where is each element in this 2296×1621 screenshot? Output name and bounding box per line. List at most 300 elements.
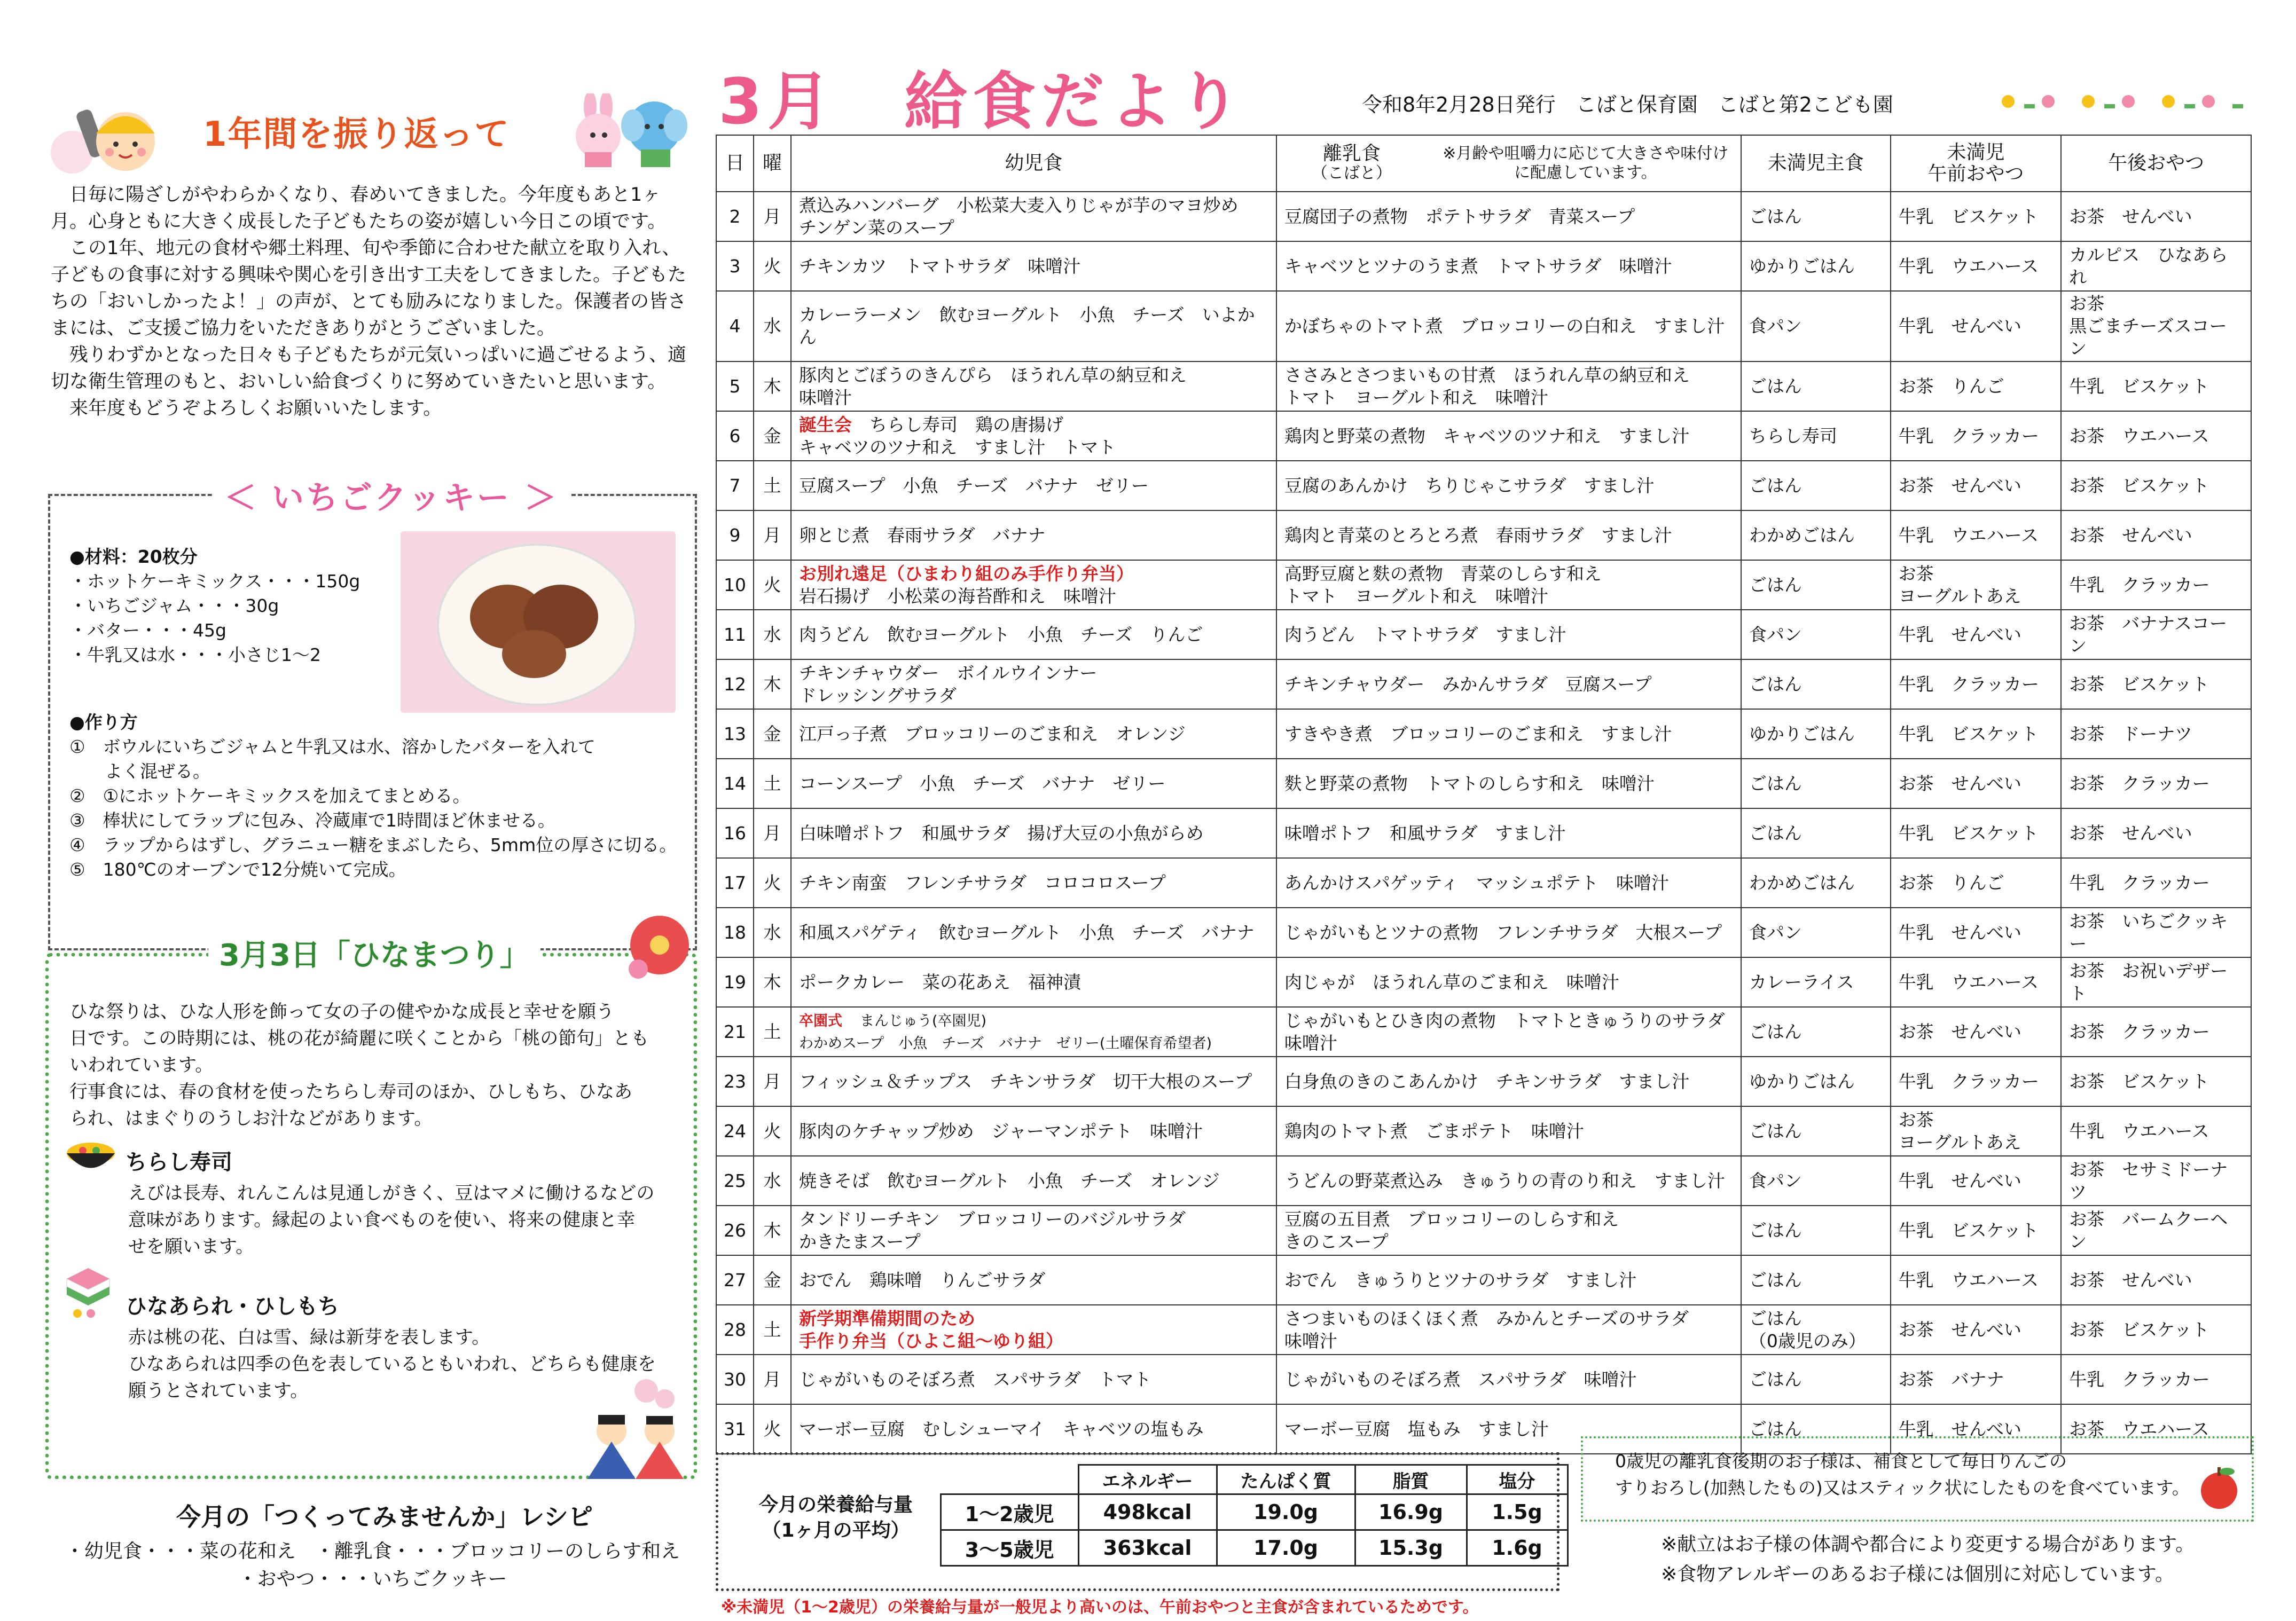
cell-day: 17 [716,858,754,908]
cell-mimanshu [1741,1057,1891,1106]
cell-line: 豚肉のケチャップ炒め ジャーマンポテト 味噌汁 [798,1120,1203,1142]
cell-line: じゃがいもとひき肉の煮物 トマトときゅうりのサラダ [1284,1010,1725,1031]
recipe-steps [69,710,689,882]
cell-day: 13 [716,709,754,759]
cell-mimanam [1891,908,2062,957]
cell-dow: 火 [754,1106,791,1156]
nutrition-value: 16.9g [1355,1494,1467,1530]
header-mimanshu: 未満児主食 [1741,135,1891,192]
cell-gogo [2061,908,2251,957]
cell-line: ささみとさつまいもの甘煮 ほうれん草の納豆和え [1284,364,1690,385]
cell-line: 鶏肉のトマト煮 ごまポテト 味噌汁 [1284,1120,1584,1142]
cell-line: 豆腐のあんかけ ちりじゃこサラダ すまし汁 [1284,475,1655,496]
cell-line: 味噌汁 [1284,1330,1337,1351]
cell-yoji [791,361,1276,411]
cell-line: 牛乳 せんべい [1898,922,2021,943]
table-row [716,1106,2251,1156]
cell-line: わかめごはん [1749,524,1855,546]
cell-rinyu [1276,957,1741,1007]
cell-dow: 月 [754,808,791,858]
cell-dow: 水 [754,610,791,659]
cell-line: カルピス ひなあられ [2069,244,2228,288]
cell-line: 牛乳 クラッカー [2069,872,2210,893]
cell-line: 牛乳 ウエハース [2069,1120,2209,1142]
cell-rinyu [1276,291,1741,361]
nutrition-age: 3～5歳児 [941,1530,1079,1566]
cell-yoji [791,1355,1276,1404]
table-row [716,1007,2251,1057]
cell-line: ごはん [1749,1269,1802,1290]
cell-line: タンドリーチキン ブロッコリーのバジルサラダ [798,1208,1186,1230]
cell-line: 江戸っ子煮 ブロッコリーのごま和え オレンジ [798,723,1186,744]
tsukutte-line: ・おやつ・・・いちごクッキー [238,1568,507,1590]
cell-line: わかめスープ 小魚 チーズ バナナ ゼリー(土曜保育希望者) [798,1035,1212,1052]
nutrition-value: 1.5g [1467,1494,1568,1530]
cell-line: お茶 せんべい [1898,475,2021,496]
arare-heading: ひなあられ・ひしもち [126,1294,339,1319]
reflect-heading: 1年間を振り返って [203,115,510,154]
sushi-line: えびは長寿、れんこんは見通しがきく、豆はマメに働けるなどの [128,1183,655,1204]
cell-line: ごはん [1749,574,1802,595]
cell-mimanam [1891,192,2062,241]
cell-line: ごはん [1749,475,1802,496]
cell-line: ごはん [1749,375,1802,397]
table-row [716,1206,2251,1255]
cell-line: 牛乳 せんべい [1898,316,2021,336]
cell-dow: 土 [754,1007,791,1057]
cell-rinyu [1276,709,1741,759]
cell-yoji [791,1007,1276,1057]
cell-line: 味噌汁 [1284,1032,1337,1053]
cell-yoji [791,858,1276,908]
cell-line: 白身魚のきのこあんかけ チキンサラダ すまし汁 [1284,1071,1690,1092]
cell-line: 食パン [1749,922,1802,943]
cell-dow: 土 [754,759,791,808]
cell-line: お茶 せんべい [1898,773,2021,794]
table-row [716,709,2251,759]
cell-line: さつまいものほくほく煮 みかんとチーズのサラダ [1284,1308,1689,1329]
table-row [716,291,2251,361]
nutrition-note: ※未満児（1～2歳児）の栄養給与量が一般児より高いのは、午前おやつと主食が含まれているためです。 [721,1598,1479,1617]
nutrition-corner [941,1465,1079,1494]
cell-line: トマト ヨーグルト和え 味噌汁 [1284,387,1548,408]
hina-intro-line: 行事食には、春の食材を使ったちらし寿司のほか、ひしもち、ひなあ [69,1081,632,1103]
cell-line: お茶 ビスケット [2069,1319,2209,1340]
cell-line: 豆腐の五目煮 ブロッコリーのしらす和え [1284,1208,1619,1230]
cell-line: 牛乳 ビスケット [1898,723,2039,744]
cell-gogo [2061,411,2251,461]
step-item: ② ①にホットケーキミックスを加えてまとめる。 [69,785,471,806]
cell-line: 高野豆腐と麩の煮物 青菜のしらす和え [1284,563,1602,584]
cell-line: 牛乳 せんべい [1898,624,2021,645]
bottom-note: ※献立はお子様の体調や都合により変更する場合があります。 [1661,1533,2195,1555]
recipe-ingredients [69,545,401,667]
cell-line: 麩と野菜の煮物 トマトのしらす和え 味噌汁 [1284,773,1655,794]
cell-line: ごはん [1749,1021,1802,1042]
cell-yoji [791,241,1276,291]
cell-line: お茶 バナナ [1898,1368,2004,1390]
cell-line: じゃがいものそぼろ煮 スパサラダ トマト [798,1368,1151,1390]
hina-intro-line: 日です。この時期には、桃の花が綺麗に咲くことから「桃の節句」とも [69,1028,649,1049]
cell-yoji [791,192,1276,241]
cell-gogo [2061,1206,2251,1255]
reflect-paragraph: 来年度もどうぞよろしくお願いいたします。 [51,398,442,419]
apple-note-box [1581,1436,2254,1522]
cell-gogo [2061,759,2251,808]
cell-dow: 土 [754,1305,791,1355]
cell-mimanam [1891,361,2062,411]
cell-day: 24 [716,1106,754,1156]
cell-mimanam [1891,1057,2062,1106]
cell-line: お茶 ビスケット [2069,673,2209,695]
cell-line: かきたまスープ [798,1231,921,1252]
cell-mimanam [1891,1206,2062,1255]
header-rinyu-sub: （こばと） [1311,164,1392,183]
cell-line: チキンチャウダー ボイルウインナー [798,662,1098,683]
cell-dow: 土 [754,461,791,510]
animals-illustration [561,93,694,168]
step-item: ③ 棒状にしてラップに包み、冷蔵庫で1時間ほど休ませる。 [69,810,555,831]
cell-day: 4 [716,291,754,361]
cell-day: 12 [716,659,754,709]
cell-line: お茶 バームクーヘン [2069,1208,2228,1252]
cell-line: ごはん [1749,1368,1802,1390]
hina-dolls-illustration [566,1378,694,1479]
table-row [716,1057,2251,1106]
table-header-row [716,135,2251,192]
cell-mimanshu [1741,192,1891,241]
event-label: 卒園式 [798,1013,842,1029]
cell-dow: 月 [754,1355,791,1404]
cell-day: 9 [716,510,754,560]
cell-line: 黒ごまチーズスコーン [2069,316,2227,359]
table-row [716,858,2251,908]
cell-line [799,1009,1268,1033]
cell-line: ごはん [1749,673,1802,695]
cell-line: チキンチャウダー みかんサラダ 豆腐スープ [1284,673,1652,695]
nutrition-header: 脂質 [1355,1465,1467,1494]
hina-intro-line: られ、はまぐりのうしお汁などがあります。 [69,1108,433,1129]
cell-mimanshu [1741,1206,1891,1255]
cell-mimanam [1891,808,2062,858]
cell-line: お茶 [1898,563,1934,584]
cell-line: ごはん [1749,773,1802,794]
table-row [716,808,2251,858]
nutrition-table [940,1464,1569,1567]
cell-line: チキンカツ トマトサラダ 味噌汁 [798,255,1081,277]
cell-rinyu [1276,192,1741,241]
cell-line: 豆腐スープ 小魚 チーズ バナナ ゼリー [798,475,1149,496]
cell-line: じゃがいもとツナの煮物 フレンチサラダ 大根スープ [1284,922,1722,943]
header-gogo: 午後おやつ [2061,135,2251,192]
header-day: 日 [716,135,754,192]
apple-note-line: 0歳児の離乳食後期のお子様は、補食として毎日りんごの [1615,1451,2067,1472]
cell-rinyu [1276,759,1741,808]
cell-gogo [2061,1355,2251,1404]
cell-rinyu [1276,659,1741,709]
cell-gogo [2061,461,2251,510]
cell-line: 食パン [1749,624,1802,645]
cell-mimanshu [1741,361,1891,411]
cell-mimanshu [1741,808,1891,858]
cell-line: お茶 せんべい [1898,1319,2021,1340]
cell-line: お茶 せんべい [2069,822,2192,844]
cell-line: うどんの野菜煮込み きゅうりの青のり和え すまし汁 [1284,1170,1725,1191]
cell-dow: 火 [754,560,791,610]
cell-mimanshu [1741,1156,1891,1206]
cell-line: ゆかりごはん [1749,1071,1855,1092]
cell-mimanam [1891,1156,2062,1206]
cell-line: 白味噌ポトフ 和風サラダ 揚げ大豆の小魚がらめ [798,822,1204,844]
cell-day: 19 [716,957,754,1007]
hina-intro-line: いわれています。 [69,1055,214,1076]
cell-line: ゆかりごはん [1749,255,1855,277]
cell-mimanshu [1741,610,1891,659]
header-dow: 曜 [754,135,791,192]
cell-line: 牛乳 せんべい [1898,1418,2021,1439]
cell-line: 豆腐団子の煮物 ポテトサラダ 青菜スープ [1284,206,1635,227]
cell-yoji [791,610,1276,659]
cell-rinyu [1276,1007,1741,1057]
cell-line: 牛乳 クラッカー [2069,574,2210,595]
sushi-line: せを願います。 [128,1236,254,1257]
cell-yoji [791,759,1276,808]
cell-day: 14 [716,759,754,808]
reflect-paragraph: この1年、地元の食材や郷土料理、旬や季節に合わせた献立を取り入れ、子どもの食事に対する興味や関心を引き出す工夫をしてきました。子どもたちの「おいしかったよ！」の声が、とても励みになりました。保護者の皆さまには、ご支援ご協力をいただきありがとうございました。 [51,238,687,339]
header-mimanam: 未満児 午前おやつ [1891,135,2062,192]
cell-mimanam [1891,610,2062,659]
cell-gogo [2061,659,2251,709]
cell-day: 31 [716,1404,754,1454]
cell-line: 牛乳 ビスケット [2069,375,2209,397]
event-label: 誕生会 [798,414,852,435]
nutrition-value: 17.0g [1217,1530,1355,1566]
cell-line: 牛乳 ウエハース [1898,971,2039,993]
cell-line: ドレッシングサラダ [798,684,957,706]
cell-mimanam [1891,659,2062,709]
cell-mimanshu [1741,1255,1891,1305]
cell-mimanshu [1741,1007,1891,1057]
nutrition-header: エネルギー [1078,1465,1217,1494]
cell-gogo [2061,1305,2251,1355]
cell-dow: 木 [754,957,791,1007]
nutrition-label-line: （1ヶ月の平均） [762,1520,910,1541]
cell-line: お茶 ウエハース [2069,425,2209,446]
cell-line: 豚肉とごぼうのきんぴら ほうれん草の納豆和え [798,364,1187,385]
cell-yoji [791,908,1276,957]
cell-gogo [2061,858,2251,908]
cell-line: 煮込みハンバーグ 小松菜大麦入りじゃが芋のマヨ炒め [798,194,1239,216]
cell-line: 食パン [1749,316,1802,336]
arare-line: 赤は桃の花、白は雪、緑は新芽を表します。 [128,1327,490,1348]
cell-gogo [2061,1106,2251,1156]
cell-rinyu [1276,560,1741,610]
table-row [716,908,2251,957]
nutrition-age: 1～2歳児 [941,1494,1079,1530]
cell-line: お茶 せんべい [1898,1021,2021,1042]
cell-line: お茶 いちごクッキー [2069,910,2228,954]
cell-gogo [2061,510,2251,560]
step-item: ⑤ 180℃のオーブンで12分焼いて完成。 [69,859,406,880]
cell-line: 牛乳 クラッカー [1898,1071,2039,1092]
cell-dow: 木 [754,1206,791,1255]
cell-day: 25 [716,1156,754,1206]
cell-line: カレーラーメン 飲むヨーグルト 小魚 チーズ いよかん [798,304,1255,348]
cell-line: 牛乳 クラッカー [1898,673,2039,695]
cell-line: おでん きゅうりとツナのサラダ すまし汁 [1284,1269,1637,1290]
cell-mimanam [1891,709,2062,759]
ingredients-heading: ●材料：20枚分 [69,546,198,567]
cell-dow: 月 [754,510,791,560]
cell-gogo [2061,241,2251,291]
recipe-title: ＜ いちごクッキー ＞ [214,473,569,518]
cell-text: まんじゅう(卒園児) [859,1013,987,1029]
cell-mimanshu [1741,709,1891,759]
cell-yoji [791,709,1276,759]
cell-line: （0歳児のみ） [1749,1330,1866,1351]
cell-line: カレーライス [1749,971,1854,993]
cell-line: お茶 ウエハース [2069,1418,2209,1439]
cell-dow: 水 [754,908,791,957]
arare-line: 願うとされています。 [128,1380,309,1402]
cell-line: きのこスープ [1284,1231,1389,1252]
cell-line: 食パン [1749,1170,1802,1191]
cell-yoji [791,1255,1276,1305]
cell-day: 23 [716,1057,754,1106]
table-row [716,1156,2251,1206]
cell-line: お茶 クラッカー [2069,773,2210,794]
ingredient-item: ・いちごジャム・・・30g [69,595,279,616]
arare-line: ひなあられは四季の色を表しているともいわれ、どちらも健康を [128,1354,656,1375]
cell-yoji [791,1305,1276,1355]
ingredient-item: ・ホットケーキミックス・・・150g [69,571,361,592]
cell-dow: 火 [754,858,791,908]
step-item: よく混ぜる。 [69,761,210,782]
tsukutte-list [48,1538,697,1593]
cell-dow: 金 [754,1255,791,1305]
cell-line [799,414,1268,436]
cell-line: 牛乳 クラッカー [1898,425,2039,446]
cell-mimanshu [1741,510,1891,560]
cell-mimanam [1891,1305,2062,1355]
header-rinyu [1276,135,1741,192]
cell-yoji [791,560,1276,610]
cell-gogo [2061,192,2251,241]
step-item: ④ ラップからはずし、グラニュー糖をまぶしたら、5mm位の厚さに切る。 [69,835,677,855]
cell-line: 牛乳 せんべい [1898,1170,2021,1191]
nutrition-label-line: 今月の栄養給与量 [758,1494,913,1516]
cell-day: 6 [716,411,754,461]
cell-yoji [791,1106,1276,1156]
nutrition-value: 1.6g [1467,1530,1568,1566]
cell-rinyu [1276,241,1741,291]
cell-mimanam [1891,1106,2062,1156]
cell-dow: 金 [754,411,791,461]
cell-line: お別れ遠足（ひまわり組のみ手作り弁当） [798,563,1134,584]
cell-rinyu [1276,1355,1741,1404]
cell-line: 牛乳 ビスケット [1898,1219,2039,1241]
table-row [716,1355,2251,1404]
cell-line: おでん 鶏味噌 りんごサラダ [798,1269,1046,1290]
tsukutte-line: ・幼児食・・・菜の花和え ・離乳食・・・ブロッコリーのしらす和え [65,1540,680,1562]
cell-gogo [2061,1007,2251,1057]
cell-line: 肉うどん トマトサラダ すまし汁 [1284,624,1566,645]
cell-line: ごはん [1749,1120,1802,1142]
cell-mimanshu [1741,858,1891,908]
cell-mimanam [1891,291,2062,361]
table-row [716,1255,2251,1305]
issue-info: 令和8年2月28日発行 こばと保育園 こばと第2こども園 [1362,93,1893,116]
cell-line: 肉じゃが ほうれん草のごま和え 味噌汁 [1284,971,1619,993]
cell-mimanam [1891,560,2062,610]
cell-line: 鶏肉と青菜のとろとろ煮 春雨サラダ すまし汁 [1284,524,1672,546]
table-row [716,510,2251,560]
reflect-paragraph: 日毎に陽ざしがやわらかくなり、春めいてきました。今年度もあと1ヶ月。心身ともに大きく成長した子どもたちの姿が嬉しい今日この頃です。 [51,184,667,232]
cell-mimanam [1891,510,2062,560]
cell-dow: 水 [754,1156,791,1206]
cell-yoji [791,659,1276,709]
hina-intro [69,998,684,1132]
cell-yoji [791,461,1276,510]
cell-yoji [791,1206,1276,1255]
cell-gogo [2061,291,2251,361]
cell-line: 味噌ポトフ 和風サラダ すまし汁 [1284,822,1566,844]
steps-heading: ●作り方 [69,712,138,733]
cell-gogo [2061,808,2251,858]
cell-line: 味噌汁 [798,387,852,408]
cell-line: お茶 お祝いデザート [2069,960,2228,1004]
header-yoji: 幼児食 [791,135,1276,192]
apple-icon [2195,1463,2243,1511]
cell-line: チンゲン菜のスープ [798,217,954,238]
page-title: 3月 給食だより [718,65,1247,138]
cell-gogo [2061,1057,2251,1106]
cell-mimanshu [1741,908,1891,957]
cell-rinyu [1276,1106,1741,1156]
nutrition-row [941,1530,1568,1566]
tsukutte-title: 今月の「つくってみませんか」レシピ [176,1502,593,1531]
cell-line: ごはん [1749,1308,1802,1329]
cell-line: トマト ヨーグルト和え 味噌汁 [1284,585,1548,607]
cell-line: 牛乳 クラッカー [2069,1368,2210,1390]
cell-line: ゆかりごはん [1749,723,1855,744]
cell-line: 肉うどん 飲むヨーグルト 小魚 チーズ りんご [798,624,1203,645]
cell-rinyu [1276,1057,1741,1106]
cell-line: ちらし寿司 [1749,425,1837,446]
cell-line: お茶 ビスケット [2069,1071,2209,1092]
ingredient-item: ・牛乳又は水・・・小さじ1～2 [69,644,321,665]
cell-gogo [2061,560,2251,610]
cell-day: 7 [716,461,754,510]
nutrition-value: 498kcal [1078,1494,1217,1530]
cell-line: お茶 ドーナツ [2069,723,2192,744]
cell-line: ごはん [1749,206,1802,227]
cell-mimanam [1891,461,2062,510]
cell-gogo [2061,709,2251,759]
cell-line: キャベツとツナのうま煮 トマトサラダ 味噌汁 [1284,255,1672,277]
cell-gogo [2061,1255,2251,1305]
cell-day: 16 [716,808,754,858]
table-row [716,659,2251,709]
cell-rinyu [1276,808,1741,858]
cell-mimanam [1891,411,2062,461]
reflect-text [51,182,697,422]
nutrition-header: たんぱく質 [1217,1465,1355,1494]
cell-line: 鶏肉と野菜の煮物 キャベツのツナ和え すまし汁 [1284,425,1690,446]
cell-mimanshu [1741,461,1891,510]
cell-rinyu [1276,858,1741,908]
cell-line: かぼちゃのトマト煮 ブロッコリーの白和え すまし汁 [1284,316,1725,336]
